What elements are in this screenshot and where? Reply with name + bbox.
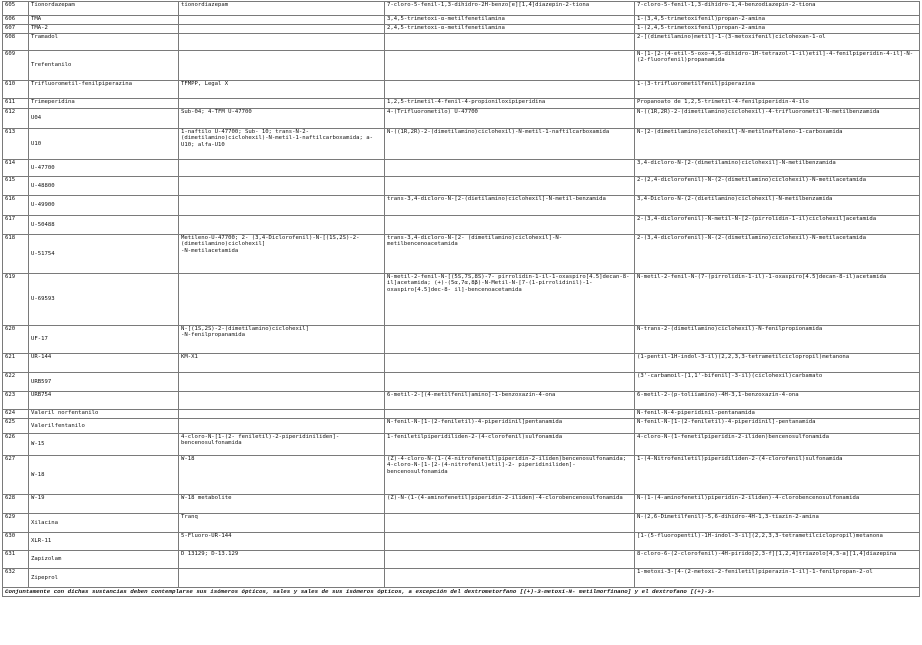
other-names <box>179 410 385 419</box>
substance-name: Valeril norfentanilo <box>29 410 179 419</box>
table-row <box>3 274 920 326</box>
table-row <box>3 392 920 410</box>
iupac-name: N-(1-(4-aminofenetil)piperidin-2-iliden)-4-clorobencenosulfonamida <box>635 495 920 514</box>
chemical-name: N-metil-2-fenil-N-[(5S,7S,8S)-7- pirrolidin-1-il-1-oxaspiro[4.5]decan-8-il]acetamida; (+)-(5α,7α,8β)-N-Metil-N-[7-(1-pirrolidinil)-1-oxaspiro[4.5]dec-8- il]-bencenoacetamida <box>385 274 635 326</box>
other-names <box>179 99 385 109</box>
substance-name: Trifluorometil-fenilpiperazina <box>29 81 179 99</box>
chemical-name <box>385 569 635 588</box>
substance-number: 615 <box>3 177 29 196</box>
chemical-name <box>385 354 635 373</box>
chemical-name: N-((1R,2R)-2-(dimetilamino)ciclohexil)-N-metil-1-naftilcarboxamida <box>385 129 635 160</box>
substance-number: 630 <box>3 533 29 551</box>
other-names <box>179 25 385 34</box>
substance-name: U-51754 <box>29 235 179 274</box>
substance-name: Tionordazepam <box>29 2 179 16</box>
substance-number: 624 <box>3 410 29 419</box>
table-row <box>3 177 920 196</box>
table-body <box>3 2 920 588</box>
footer-row <box>3 588 920 597</box>
substance-name: Trimeperidina <box>29 99 179 109</box>
chemical-name: N-fenil-N-[1-(2-feniletil)-4-piperidinil]pentanamida <box>385 419 635 434</box>
other-names <box>179 51 385 81</box>
substance-number: 606 <box>3 16 29 25</box>
chemical-name: 7-cloro-5-fenil-1,3-dihidro-2H-benzo[e][1,4]diazepin-2-tiona <box>385 2 635 16</box>
table-row <box>3 456 920 495</box>
other-names: TFMPP, Legal X <box>179 81 385 99</box>
chemical-name <box>385 51 635 81</box>
iupac-name: [1-(5-fluoropentil)-1H-indol-3-il](2,2,3,3-tetrametilciclopropil)metanona <box>635 533 920 551</box>
other-names: tionordiazepam <box>179 2 385 16</box>
substance-name: TMA-2 <box>29 25 179 34</box>
table-row <box>3 51 920 81</box>
substance-name: U-49900 <box>29 196 179 216</box>
table-row <box>3 551 920 569</box>
iupac-name: 2-(3,4-diclorofenil)-N-metil-N-[2-(pirrolidin-1-il)ciclohexil]acetamida <box>635 216 920 235</box>
other-names <box>179 34 385 51</box>
iupac-name: 6-metil-2-(p-toliiamino)-4H-3,1-benzoxazin-4-ona <box>635 392 920 410</box>
table-row <box>3 109 920 129</box>
chemical-name: 6-metil-2-[(4-metilfenil)amino]-1-benzoxazin-4-ona <box>385 392 635 410</box>
footer-note: Conjuntamente con dichas sustancias deben contemplarse sus isómeros ópticos, sales y sales de sus isómeros ópticos, a excepción del dextrometorfano [(+)-3-metoxi-N- metilmorfinano] y el dextrofano [(+)-3- <box>3 588 920 597</box>
substance-name: U10 <box>29 129 179 160</box>
substance-name: Trefentanilo <box>29 51 179 81</box>
table-row <box>3 216 920 235</box>
chemical-name <box>385 514 635 533</box>
iupac-name: N-[2-(dimetilamino)ciclohexil]-N-metilnaftaleno-1-carboxamida <box>635 129 920 160</box>
chemical-name <box>385 160 635 177</box>
chemical-name: (Z)-4-cloro-N-(1-(4-nitrofenetil)piperidin-2-iliden)bencenosulfonamida; 4-cloro-N-[1-[2-(4-nitrofenil)etil]-2- piperidiniliden]-bencenosulfonamida <box>385 456 635 495</box>
substance-name: U-50488 <box>29 216 179 235</box>
other-names <box>179 274 385 326</box>
other-names <box>179 373 385 392</box>
iupac-name: 2-(3,4-diclorofenil)-N-(2-(dimetilamino)ciclohexil)-N-metilacetamida <box>635 235 920 274</box>
substance-number: 609 <box>3 51 29 81</box>
iupac-name: 1-(4-Nitrofeniletil)piperidiliden-2-(4-clorofenil)sulfonamida <box>635 456 920 495</box>
table-row <box>3 81 920 99</box>
substance-number: 617 <box>3 216 29 235</box>
iupac-name: 3,4-Dicloro-N-(2-(dietilamino)ciclohexil)-N-metilbenzamida <box>635 196 920 216</box>
other-names: W-18 <box>179 456 385 495</box>
iupac-name: 4-cloro-N-(1-fenetilpiperidin-2-iliden)bencenosulfonamida <box>635 434 920 456</box>
other-names <box>179 177 385 196</box>
substance-name: U-69593 <box>29 274 179 326</box>
table-row <box>3 373 920 392</box>
substances-document <box>2 1 919 597</box>
chemical-name: 2,4,5-trimetoxi-α-metilfenetilamina <box>385 25 635 34</box>
substance-name: TMA <box>29 16 179 25</box>
substance-name: Tramadol <box>29 34 179 51</box>
table-row <box>3 495 920 514</box>
chemical-name <box>385 177 635 196</box>
substance-number: 632 <box>3 569 29 588</box>
other-names: 1-naftilo U-47700; Sub- 10; trans-N-2-(dimetilamino)ciclohexil)-N-metil-1-naftilcarboxamida; a-U10; alfa-U10 <box>179 129 385 160</box>
iupac-name: Propanoato de 1,2,5-trimetil-4-fenilpiperidin-4-ilo <box>635 99 920 109</box>
other-names: Sub-04; 4-TFM U-47700 <box>179 109 385 129</box>
iupac-name: 1-(3,4,5-trimetoxifenil)propan-2-amina <box>635 16 920 25</box>
controlled-substances-table <box>2 1 920 597</box>
substance-name: Zapizolam <box>29 551 179 569</box>
substance-name: Zipeprol <box>29 569 179 588</box>
substance-number: 619 <box>3 274 29 326</box>
substance-number: 631 <box>3 551 29 569</box>
chemical-name: 1,2,5-trimetil-4-fenil-4-propioniloxipiperidina <box>385 99 635 109</box>
table-row <box>3 25 920 34</box>
iupac-name: N-fenil-N-[1-(2-feniletil)-4-piperidinil]-pentanamida <box>635 419 920 434</box>
table-row <box>3 434 920 456</box>
other-names <box>179 392 385 410</box>
table-row <box>3 326 920 354</box>
chemical-name: 1-feniletilpiperidiliden-2-(4-clorofenil)sulfonamida <box>385 434 635 456</box>
substance-name: UF-17 <box>29 326 179 354</box>
iupac-name: N-(2,6-Dimetilfenil)-5,6-dihidro-4H-1,3-tiazin-2-amina <box>635 514 920 533</box>
other-names <box>179 160 385 177</box>
other-names <box>179 196 385 216</box>
substance-number: 621 <box>3 354 29 373</box>
substance-name: U-47700 <box>29 160 179 177</box>
substance-name: XLR-11 <box>29 533 179 551</box>
substance-name: W-15 <box>29 434 179 456</box>
iupac-name: N-((1R,2R)-2-(dimetilamino)ciclohexil)-4-trifluorometil-N-metilbenzamida <box>635 109 920 129</box>
chemical-name: (Z)-N-(1-(4-aminofenetil)piperidin-2-iliden)-4-clorobencenosulfonamida <box>385 495 635 514</box>
iupac-name: 7-cloro-5-fenil-1,3-dihidro-1,4-benzodiazepin-2-tiona <box>635 2 920 16</box>
table-row <box>3 410 920 419</box>
iupac-name: 1-(3-trifluorometilfenil)piperazina <box>635 81 920 99</box>
substance-number: 612 <box>3 109 29 129</box>
table-row <box>3 569 920 588</box>
substance-name: W-19 <box>29 495 179 514</box>
table-row <box>3 514 920 533</box>
other-names <box>179 569 385 588</box>
substance-number: 611 <box>3 99 29 109</box>
substance-number: 625 <box>3 419 29 434</box>
substance-name: URB754 <box>29 392 179 410</box>
substance-number: 614 <box>3 160 29 177</box>
iupac-name: 2-(2,4-diclorofenil)-N-(2-(dimetilamino)ciclohexil)-N-metilacetamida <box>635 177 920 196</box>
table-row <box>3 196 920 216</box>
table-row <box>3 354 920 373</box>
substance-name: Valerilfentanilo <box>29 419 179 434</box>
substance-number: 613 <box>3 129 29 160</box>
substance-name: Xilacina <box>29 514 179 533</box>
substance-number: 620 <box>3 326 29 354</box>
substance-number: 616 <box>3 196 29 216</box>
table-row <box>3 2 920 16</box>
other-names: Metileno-U-47700; 2- (3,4-Diclorofenil)-N-[(1S,2S)-2-(dimetilamino)ciclohexil] -N-metilacetamida <box>179 235 385 274</box>
other-names <box>179 16 385 25</box>
table-row <box>3 160 920 177</box>
substance-number: 605 <box>3 2 29 16</box>
chemical-name <box>385 373 635 392</box>
iupac-name: 1-(2,4,5-trimetoxifenil)propan-2-amina <box>635 25 920 34</box>
chemical-name: trans-3,4-dicloro-N-[2- (dimetilamino)ciclohexil]-N-metilbencenoacetamida <box>385 235 635 274</box>
substance-name: URB597 <box>29 373 179 392</box>
chemical-name <box>385 34 635 51</box>
other-names: D 13129; D-13.129 <box>179 551 385 569</box>
iupac-name: N-metil-2-fenil-N-(7-(pirrolidin-1-il)-1-oxaspiro[4.5]decan-8-il)acetamida <box>635 274 920 326</box>
iupac-name: (3'-carbamoil-[1,1'-bifenil]-3-il)(ciclohexil)carbamato <box>635 373 920 392</box>
substance-number: 618 <box>3 235 29 274</box>
table-row <box>3 235 920 274</box>
table-row <box>3 129 920 160</box>
chemical-name: trans-3,4-dicloro-N-[2-(dietilamino)ciclohexil]-N-metil-benzamida <box>385 196 635 216</box>
iupac-name: N-[1-[2-(4-etil-5-oxo-4,5-dihidro-1H-tetrazol-1-il)etil]-4-fenilpiperidin-4-il]-N-(2-fluorofenil)propanamida <box>635 51 920 81</box>
substance-name: UR-144 <box>29 354 179 373</box>
substance-number: 607 <box>3 25 29 34</box>
iupac-name: 1-metoxi-3-[4-(2-metoxi-2-feniletil)piperazin-1-il]-1-fenilpropan-2-ol <box>635 569 920 588</box>
substance-number: 622 <box>3 373 29 392</box>
chemical-name: 3,4,5-trimetoxi-α-metilfenetilamina <box>385 16 635 25</box>
substance-number: 623 <box>3 392 29 410</box>
chemical-name <box>385 533 635 551</box>
iupac-name: N-trans-2-(dimetilamino)ciclohexil)-N-fenilpropionamida <box>635 326 920 354</box>
substance-number: 628 <box>3 495 29 514</box>
other-names: W-18 metabolite <box>179 495 385 514</box>
table-row <box>3 419 920 434</box>
chemical-name <box>385 326 635 354</box>
chemical-name: 4-(Trifluorometilo) U-47700 <box>385 109 635 129</box>
other-names <box>179 216 385 235</box>
other-names: KM-X1 <box>179 354 385 373</box>
iupac-name: 2-[(dimetilamino)metil]-1-(3-metoxifenil)ciclohexan-1-ol <box>635 34 920 51</box>
substance-number: 629 <box>3 514 29 533</box>
substance-number: 626 <box>3 434 29 456</box>
chemical-name <box>385 81 635 99</box>
table-row <box>3 533 920 551</box>
substance-name: W-18 <box>29 456 179 495</box>
other-names: Tranq <box>179 514 385 533</box>
chemical-name <box>385 551 635 569</box>
substance-number: 608 <box>3 34 29 51</box>
chemical-name <box>385 410 635 419</box>
other-names: N-[(1S,2S)-2-(dimetilamino)ciclohexil] -N-fenilpropanamida <box>179 326 385 354</box>
other-names: 5-Fluoro-UR-144 <box>179 533 385 551</box>
chemical-name <box>385 216 635 235</box>
iupac-name: N-fenil-N-4-piperidinil-pentanamida <box>635 410 920 419</box>
iupac-name: 3,4-dicloro-N-[2-(dimetilamino)ciclohexil]-N-metilbenzamida <box>635 160 920 177</box>
substance-name: U-48800 <box>29 177 179 196</box>
substance-name: U04 <box>29 109 179 129</box>
other-names: 4-cloro-N-[1-(2- feniletil)-2-piperidiniliden]-bencenosulfonamida <box>179 434 385 456</box>
other-names <box>179 419 385 434</box>
table-row <box>3 99 920 109</box>
table-row <box>3 16 920 25</box>
iupac-name: (1-pentil-1H-indol-3-il)(2,2,3,3-tetrametilciclopropil)metanona <box>635 354 920 373</box>
substance-number: 610 <box>3 81 29 99</box>
iupac-name: 8-cloro-6-(2-clorofenil)-4H-pirido[2,3-f][1,2,4]triazolo[4,3-a][1,4]diazepina <box>635 551 920 569</box>
substance-number: 627 <box>3 456 29 495</box>
table-row <box>3 34 920 51</box>
